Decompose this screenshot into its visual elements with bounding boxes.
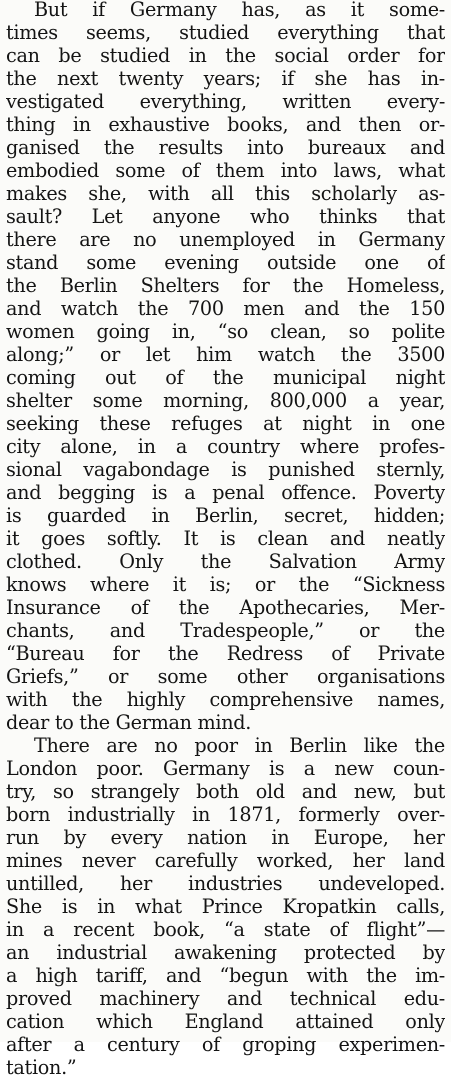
text-line: ganised the results into bureaux and	[6, 136, 445, 159]
text-line: is guarded in Berlin, secret, hidden;	[6, 504, 445, 527]
text-line: run by every nation in Europe, her	[6, 826, 445, 849]
text-line: sional vagabondage is punished sternly,	[6, 458, 445, 481]
text-line: with the highly comprehensive names,	[6, 688, 445, 711]
text-line: makes she, with all this scholarly as-	[6, 182, 445, 205]
text-line: There are no poor in Berlin like the	[34, 734, 445, 757]
paragraph	[6, 734, 445, 1079]
text-line: after a century of groping experimen-	[6, 1033, 445, 1056]
text-line: try, so strangely both old and new, but	[6, 780, 445, 803]
text-line: London poor. Germany is a new coun-	[6, 757, 445, 780]
text-line: dear to the German mind.	[6, 711, 252, 734]
text-line: sault? Let anyone who thinks that	[6, 205, 445, 228]
text-line: cation which England attained only	[6, 1010, 445, 1033]
text-line: seeking these refuges at night in one	[6, 412, 445, 435]
text-line: the next twenty years; if she has in-	[6, 67, 445, 90]
text-line: thing in exhaustive books, and then or-	[6, 113, 445, 136]
text-line: in a recent book, “a state of flight”—	[6, 918, 445, 941]
text-line: proved machinery and technical edu-	[6, 987, 445, 1010]
text-line: chants, and Tradespeople,” or the	[6, 619, 445, 642]
text-line: there are no unemployed in Germany	[6, 228, 445, 251]
text-line: embodied some of them into laws, what	[6, 159, 445, 182]
text-line: born industrially in 1871, formerly over-	[6, 803, 445, 826]
text-line: the Berlin Shelters for the Homeless,	[6, 274, 445, 297]
text-line: knows where it is; or the “Sickness	[6, 573, 445, 596]
text-line: Griefs,” or some other organisations	[6, 665, 445, 688]
text-line: “Bureau for the Redress of Private	[6, 642, 445, 665]
text-line: an industrial awakening protected by	[6, 941, 445, 964]
text-line: it goes softly. It is clean and neatly	[6, 527, 445, 550]
text-line: city alone, in a country where profes-	[6, 435, 445, 458]
text-line: women going in, “so clean, so polite	[6, 320, 445, 343]
text-line: shelter some morning, 800,000 a year,	[6, 389, 445, 412]
text-line: But if Germany has, as it some-	[34, 0, 445, 21]
text-line: untilled, her industries undeveloped.	[6, 872, 445, 895]
text-line: can be studied in the social order for	[6, 44, 445, 67]
text-line: clothed. Only the Salvation Army	[6, 550, 445, 573]
text-line: and begging is a penal offence. Poverty	[6, 481, 445, 504]
text-line: She is in what Prince Kropatkin calls,	[6, 895, 445, 918]
text-line: a high tariff, and “begun with the im-	[6, 964, 445, 987]
paragraph	[6, 0, 445, 734]
text-line: vestigated everything, written every-	[6, 90, 445, 113]
text-line: Insurance of the Apothecaries, Mer-	[6, 596, 445, 619]
text-line: coming out of the municipal night	[6, 366, 445, 389]
text-line: times seems, studied everything that	[6, 21, 445, 44]
text-line: along;” or let him watch the 3500	[6, 343, 445, 366]
text-line: mines never carefully worked, her land	[6, 849, 445, 872]
text-line: stand some evening outside one of	[6, 251, 445, 274]
text-line: and watch the 700 men and the 150	[6, 297, 445, 320]
text-line: tation.”	[6, 1056, 77, 1079]
